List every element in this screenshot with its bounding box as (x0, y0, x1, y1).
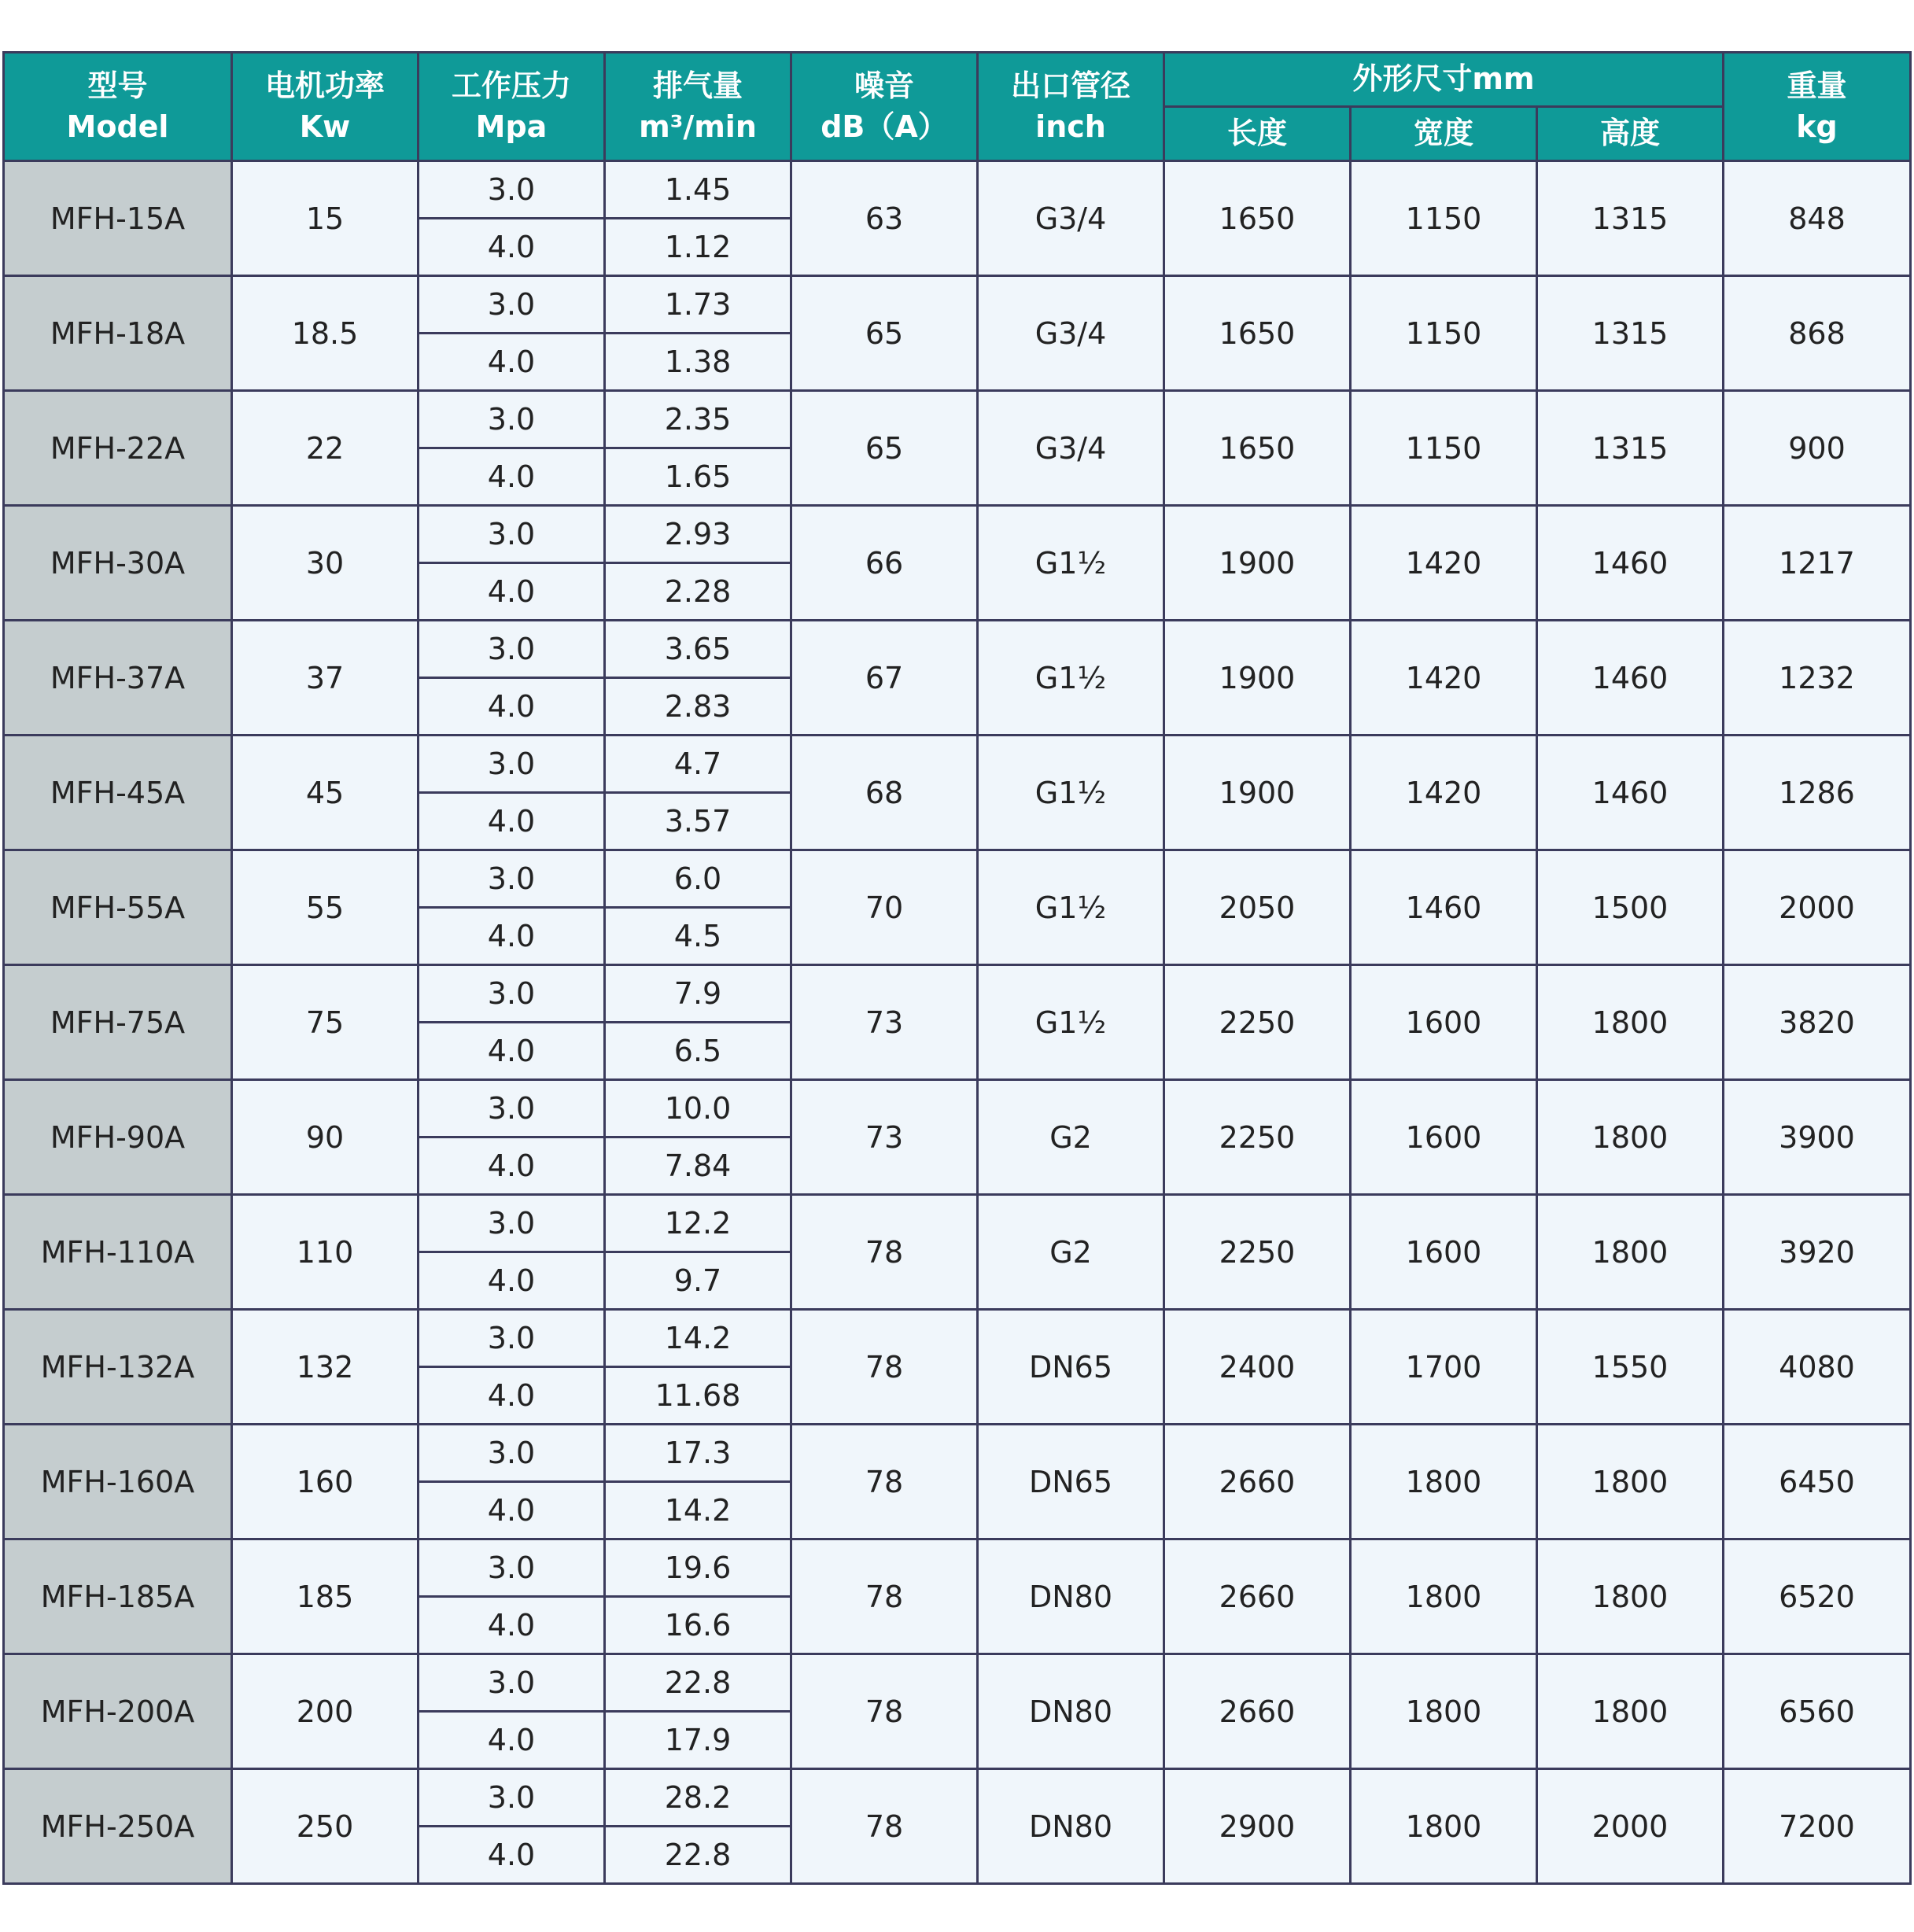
width-cell: 1420 (1351, 621, 1537, 736)
displacement-cell: 2.83 (605, 678, 791, 736)
weight-cell: 1217 (1724, 506, 1911, 621)
pressure-cell: 4.0 (419, 908, 605, 965)
weight-cell: 900 (1724, 391, 1911, 506)
header-power (232, 53, 419, 161)
header-displacement (605, 53, 791, 161)
noise-cell: 68 (791, 736, 978, 850)
length-cell: 1650 (1164, 391, 1351, 506)
power-cell: 200 (232, 1654, 419, 1769)
width-cell: 1420 (1351, 736, 1537, 850)
displacement-cell: 28.2 (605, 1769, 791, 1827)
noise-cell: 78 (791, 1539, 978, 1654)
weight-cell: 1232 (1724, 621, 1911, 736)
pressure-cell: 4.0 (419, 563, 605, 621)
pressure-cell: 4.0 (419, 1827, 605, 1884)
model-cell: MFH-22A (4, 391, 232, 506)
displacement-cell: 10.0 (605, 1080, 791, 1137)
pressure-cell: 4.0 (419, 1367, 605, 1425)
pressure-cell: 3.0 (419, 1425, 605, 1482)
width-cell: 1700 (1351, 1310, 1537, 1425)
table-row (4, 965, 1911, 1023)
power-cell: 15 (232, 161, 419, 276)
pressure-cell: 3.0 (419, 391, 605, 448)
outlet-cell: DN65 (978, 1425, 1164, 1539)
weight-cell: 1286 (1724, 736, 1911, 850)
noise-cell: 70 (791, 850, 978, 965)
pressure-cell: 4.0 (419, 1137, 605, 1195)
outlet-cell: DN80 (978, 1654, 1164, 1769)
height-cell: 2000 (1537, 1769, 1724, 1884)
header-outlet-cn: 出口管径 (1010, 68, 1130, 104)
outlet-cell: G1½ (978, 736, 1164, 850)
power-cell: 75 (232, 965, 419, 1080)
header-noise-en: dB（A） (821, 109, 948, 144)
table-row (4, 1425, 1911, 1482)
length-cell: 1650 (1164, 161, 1351, 276)
width-cell: 1800 (1351, 1654, 1537, 1769)
header-noise (791, 53, 978, 161)
header-height: 高度 (1537, 107, 1724, 161)
displacement-cell: 17.3 (605, 1425, 791, 1482)
header-displacement-en: m³/min (639, 109, 757, 144)
table-row (4, 736, 1911, 793)
width-cell: 1600 (1351, 1080, 1537, 1195)
displacement-cell: 3.57 (605, 793, 791, 850)
noise-cell: 78 (791, 1654, 978, 1769)
table-row (4, 506, 1911, 563)
height-cell: 1550 (1537, 1310, 1724, 1425)
displacement-cell: 11.68 (605, 1367, 791, 1425)
outlet-cell: DN65 (978, 1310, 1164, 1425)
noise-cell: 63 (791, 161, 978, 276)
length-cell: 2660 (1164, 1425, 1351, 1539)
displacement-cell: 1.65 (605, 448, 791, 506)
table-row (4, 276, 1911, 334)
length-cell: 1650 (1164, 276, 1351, 391)
displacement-cell: 1.45 (605, 161, 791, 219)
displacement-cell: 2.93 (605, 506, 791, 563)
table-header (4, 53, 1911, 161)
model-cell: MFH-132A (4, 1310, 232, 1425)
pressure-cell: 3.0 (419, 850, 605, 908)
length-cell: 1900 (1164, 506, 1351, 621)
table-row (4, 1080, 1911, 1137)
length-cell: 2250 (1164, 965, 1351, 1080)
weight-cell: 868 (1724, 276, 1911, 391)
weight-cell: 4080 (1724, 1310, 1911, 1425)
displacement-cell: 2.35 (605, 391, 791, 448)
length-cell: 2660 (1164, 1539, 1351, 1654)
header-width: 宽度 (1351, 107, 1537, 161)
noise-cell: 67 (791, 621, 978, 736)
header-model (4, 53, 232, 161)
pressure-cell: 4.0 (419, 678, 605, 736)
length-cell: 2400 (1164, 1310, 1351, 1425)
model-cell: MFH-30A (4, 506, 232, 621)
width-cell: 1800 (1351, 1539, 1537, 1654)
model-cell: MFH-160A (4, 1425, 232, 1539)
header-noise-cn: 噪音 (854, 68, 914, 104)
model-cell: MFH-15A (4, 161, 232, 276)
power-cell: 160 (232, 1425, 419, 1539)
power-cell: 18.5 (232, 276, 419, 391)
power-cell: 55 (232, 850, 419, 965)
displacement-cell: 22.8 (605, 1654, 791, 1712)
noise-cell: 78 (791, 1769, 978, 1884)
displacement-cell: 9.7 (605, 1252, 791, 1310)
displacement-cell: 22.8 (605, 1827, 791, 1884)
weight-cell: 3900 (1724, 1080, 1911, 1195)
outlet-cell: G3/4 (978, 391, 1164, 506)
header-displacement-cn: 排气量 (652, 68, 743, 104)
power-cell: 132 (232, 1310, 419, 1425)
length-cell: 1900 (1164, 621, 1351, 736)
height-cell: 1315 (1537, 161, 1724, 276)
weight-cell: 3820 (1724, 965, 1911, 1080)
header-power-en: Kw (299, 109, 351, 144)
outlet-cell: G2 (978, 1080, 1164, 1195)
power-cell: 22 (232, 391, 419, 506)
noise-cell: 65 (791, 391, 978, 506)
table-row (4, 850, 1911, 908)
outlet-cell: DN80 (978, 1539, 1164, 1654)
model-cell: MFH-45A (4, 736, 232, 850)
power-cell: 37 (232, 621, 419, 736)
header-outlet (978, 53, 1164, 161)
height-cell: 1800 (1537, 1654, 1724, 1769)
weight-cell: 848 (1724, 161, 1911, 276)
width-cell: 1600 (1351, 1195, 1537, 1310)
pressure-cell: 3.0 (419, 1654, 605, 1712)
model-cell: MFH-185A (4, 1539, 232, 1654)
model-cell: MFH-110A (4, 1195, 232, 1310)
model-cell: MFH-200A (4, 1654, 232, 1769)
displacement-cell: 1.38 (605, 334, 791, 391)
weight-cell: 6520 (1724, 1539, 1911, 1654)
displacement-cell: 14.2 (605, 1482, 791, 1539)
noise-cell: 73 (791, 1080, 978, 1195)
pressure-cell: 3.0 (419, 1195, 605, 1252)
pressure-cell: 4.0 (419, 1712, 605, 1769)
weight-cell: 6560 (1724, 1654, 1911, 1769)
width-cell: 1460 (1351, 850, 1537, 965)
model-cell: MFH-90A (4, 1080, 232, 1195)
model-cell: MFH-250A (4, 1769, 232, 1884)
width-cell: 1800 (1351, 1769, 1537, 1884)
noise-cell: 65 (791, 276, 978, 391)
pressure-cell: 4.0 (419, 448, 605, 506)
header-power-cn: 电机功率 (264, 68, 385, 104)
displacement-cell: 3.65 (605, 621, 791, 678)
outlet-cell: G1½ (978, 506, 1164, 621)
outlet-cell: G3/4 (978, 161, 1164, 276)
width-cell: 1150 (1351, 276, 1537, 391)
noise-cell: 73 (791, 965, 978, 1080)
header-row-top (4, 53, 1911, 107)
height-cell: 1460 (1537, 621, 1724, 736)
length-cell: 2660 (1164, 1654, 1351, 1769)
displacement-cell: 12.2 (605, 1195, 791, 1252)
header-pressure (419, 53, 605, 161)
displacement-cell: 1.12 (605, 219, 791, 276)
pressure-cell: 4.0 (419, 1482, 605, 1539)
power-cell: 90 (232, 1080, 419, 1195)
spec-table (2, 51, 1912, 1885)
model-cell: MFH-37A (4, 621, 232, 736)
power-cell: 250 (232, 1769, 419, 1884)
table-row (4, 1310, 1911, 1367)
displacement-cell: 4.5 (605, 908, 791, 965)
pressure-cell: 3.0 (419, 1080, 605, 1137)
displacement-cell: 7.9 (605, 965, 791, 1023)
pressure-cell: 4.0 (419, 793, 605, 850)
width-cell: 1150 (1351, 391, 1537, 506)
height-cell: 1800 (1537, 1425, 1724, 1539)
width-cell: 1420 (1351, 506, 1537, 621)
weight-cell: 7200 (1724, 1769, 1911, 1884)
header-model-cn: 型号 (87, 68, 148, 104)
length-cell: 2900 (1164, 1769, 1351, 1884)
height-cell: 1460 (1537, 506, 1724, 621)
displacement-cell: 14.2 (605, 1310, 791, 1367)
displacement-cell: 19.6 (605, 1539, 791, 1597)
outlet-cell: DN80 (978, 1769, 1164, 1884)
pressure-cell: 3.0 (419, 1539, 605, 1597)
model-cell: MFH-55A (4, 850, 232, 965)
displacement-cell: 16.6 (605, 1597, 791, 1654)
header-pressure-cn: 工作压力 (451, 68, 571, 104)
pressure-cell: 3.0 (419, 621, 605, 678)
pressure-cell: 4.0 (419, 1597, 605, 1654)
width-cell: 1150 (1351, 161, 1537, 276)
table-row (4, 1654, 1911, 1712)
width-cell: 1600 (1351, 965, 1537, 1080)
width-cell: 1800 (1351, 1425, 1537, 1539)
displacement-cell: 7.84 (605, 1137, 791, 1195)
power-cell: 45 (232, 736, 419, 850)
table-row (4, 1769, 1911, 1827)
header-weight (1724, 53, 1911, 161)
power-cell: 185 (232, 1539, 419, 1654)
header-model-en: Model (66, 109, 169, 144)
outlet-cell: G1½ (978, 621, 1164, 736)
header-length: 长度 (1164, 107, 1351, 161)
pressure-cell: 3.0 (419, 1310, 605, 1367)
table-row (4, 161, 1911, 219)
length-cell: 2250 (1164, 1195, 1351, 1310)
noise-cell: 78 (791, 1310, 978, 1425)
pressure-cell: 4.0 (419, 219, 605, 276)
table-row (4, 391, 1911, 448)
displacement-cell: 4.7 (605, 736, 791, 793)
header-outlet-en: inch (1035, 109, 1106, 144)
model-cell: MFH-18A (4, 276, 232, 391)
power-cell: 30 (232, 506, 419, 621)
height-cell: 1315 (1537, 391, 1724, 506)
displacement-cell: 6.5 (605, 1023, 791, 1080)
pressure-cell: 3.0 (419, 1769, 605, 1827)
noise-cell: 78 (791, 1425, 978, 1539)
pressure-cell: 4.0 (419, 1252, 605, 1310)
displacement-cell: 1.73 (605, 276, 791, 334)
outlet-cell: G3/4 (978, 276, 1164, 391)
height-cell: 1460 (1537, 736, 1724, 850)
height-cell: 1315 (1537, 276, 1724, 391)
model-cell: MFH-75A (4, 965, 232, 1080)
outlet-cell: G2 (978, 1195, 1164, 1310)
pressure-cell: 3.0 (419, 736, 605, 793)
pressure-cell: 3.0 (419, 965, 605, 1023)
length-cell: 2250 (1164, 1080, 1351, 1195)
noise-cell: 66 (791, 506, 978, 621)
header-weight-en: kg (1796, 109, 1838, 144)
weight-cell: 6450 (1724, 1425, 1911, 1539)
length-cell: 2050 (1164, 850, 1351, 965)
noise-cell: 78 (791, 1195, 978, 1310)
weight-cell: 3920 (1724, 1195, 1911, 1310)
table-row (4, 1195, 1911, 1252)
header-pressure-en: Mpa (475, 109, 548, 144)
outlet-cell: G1½ (978, 965, 1164, 1080)
height-cell: 1800 (1537, 1195, 1724, 1310)
table-row (4, 621, 1911, 678)
height-cell: 1500 (1537, 850, 1724, 965)
height-cell: 1800 (1537, 1080, 1724, 1195)
displacement-cell: 6.0 (605, 850, 791, 908)
height-cell: 1800 (1537, 965, 1724, 1080)
weight-cell: 2000 (1724, 850, 1911, 965)
pressure-cell: 3.0 (419, 276, 605, 334)
displacement-cell: 17.9 (605, 1712, 791, 1769)
header-dimensions: 外形尺寸mm (1164, 53, 1724, 107)
pressure-cell: 3.0 (419, 506, 605, 563)
height-cell: 1800 (1537, 1539, 1724, 1654)
pressure-cell: 4.0 (419, 334, 605, 391)
table-body (4, 161, 1911, 1884)
pressure-cell: 4.0 (419, 1023, 605, 1080)
length-cell: 1900 (1164, 736, 1351, 850)
pressure-cell: 3.0 (419, 161, 605, 219)
header-weight-cn: 重量 (1787, 68, 1847, 104)
displacement-cell: 2.28 (605, 563, 791, 621)
outlet-cell: G1½ (978, 850, 1164, 965)
table-row (4, 1539, 1911, 1597)
power-cell: 110 (232, 1195, 419, 1310)
